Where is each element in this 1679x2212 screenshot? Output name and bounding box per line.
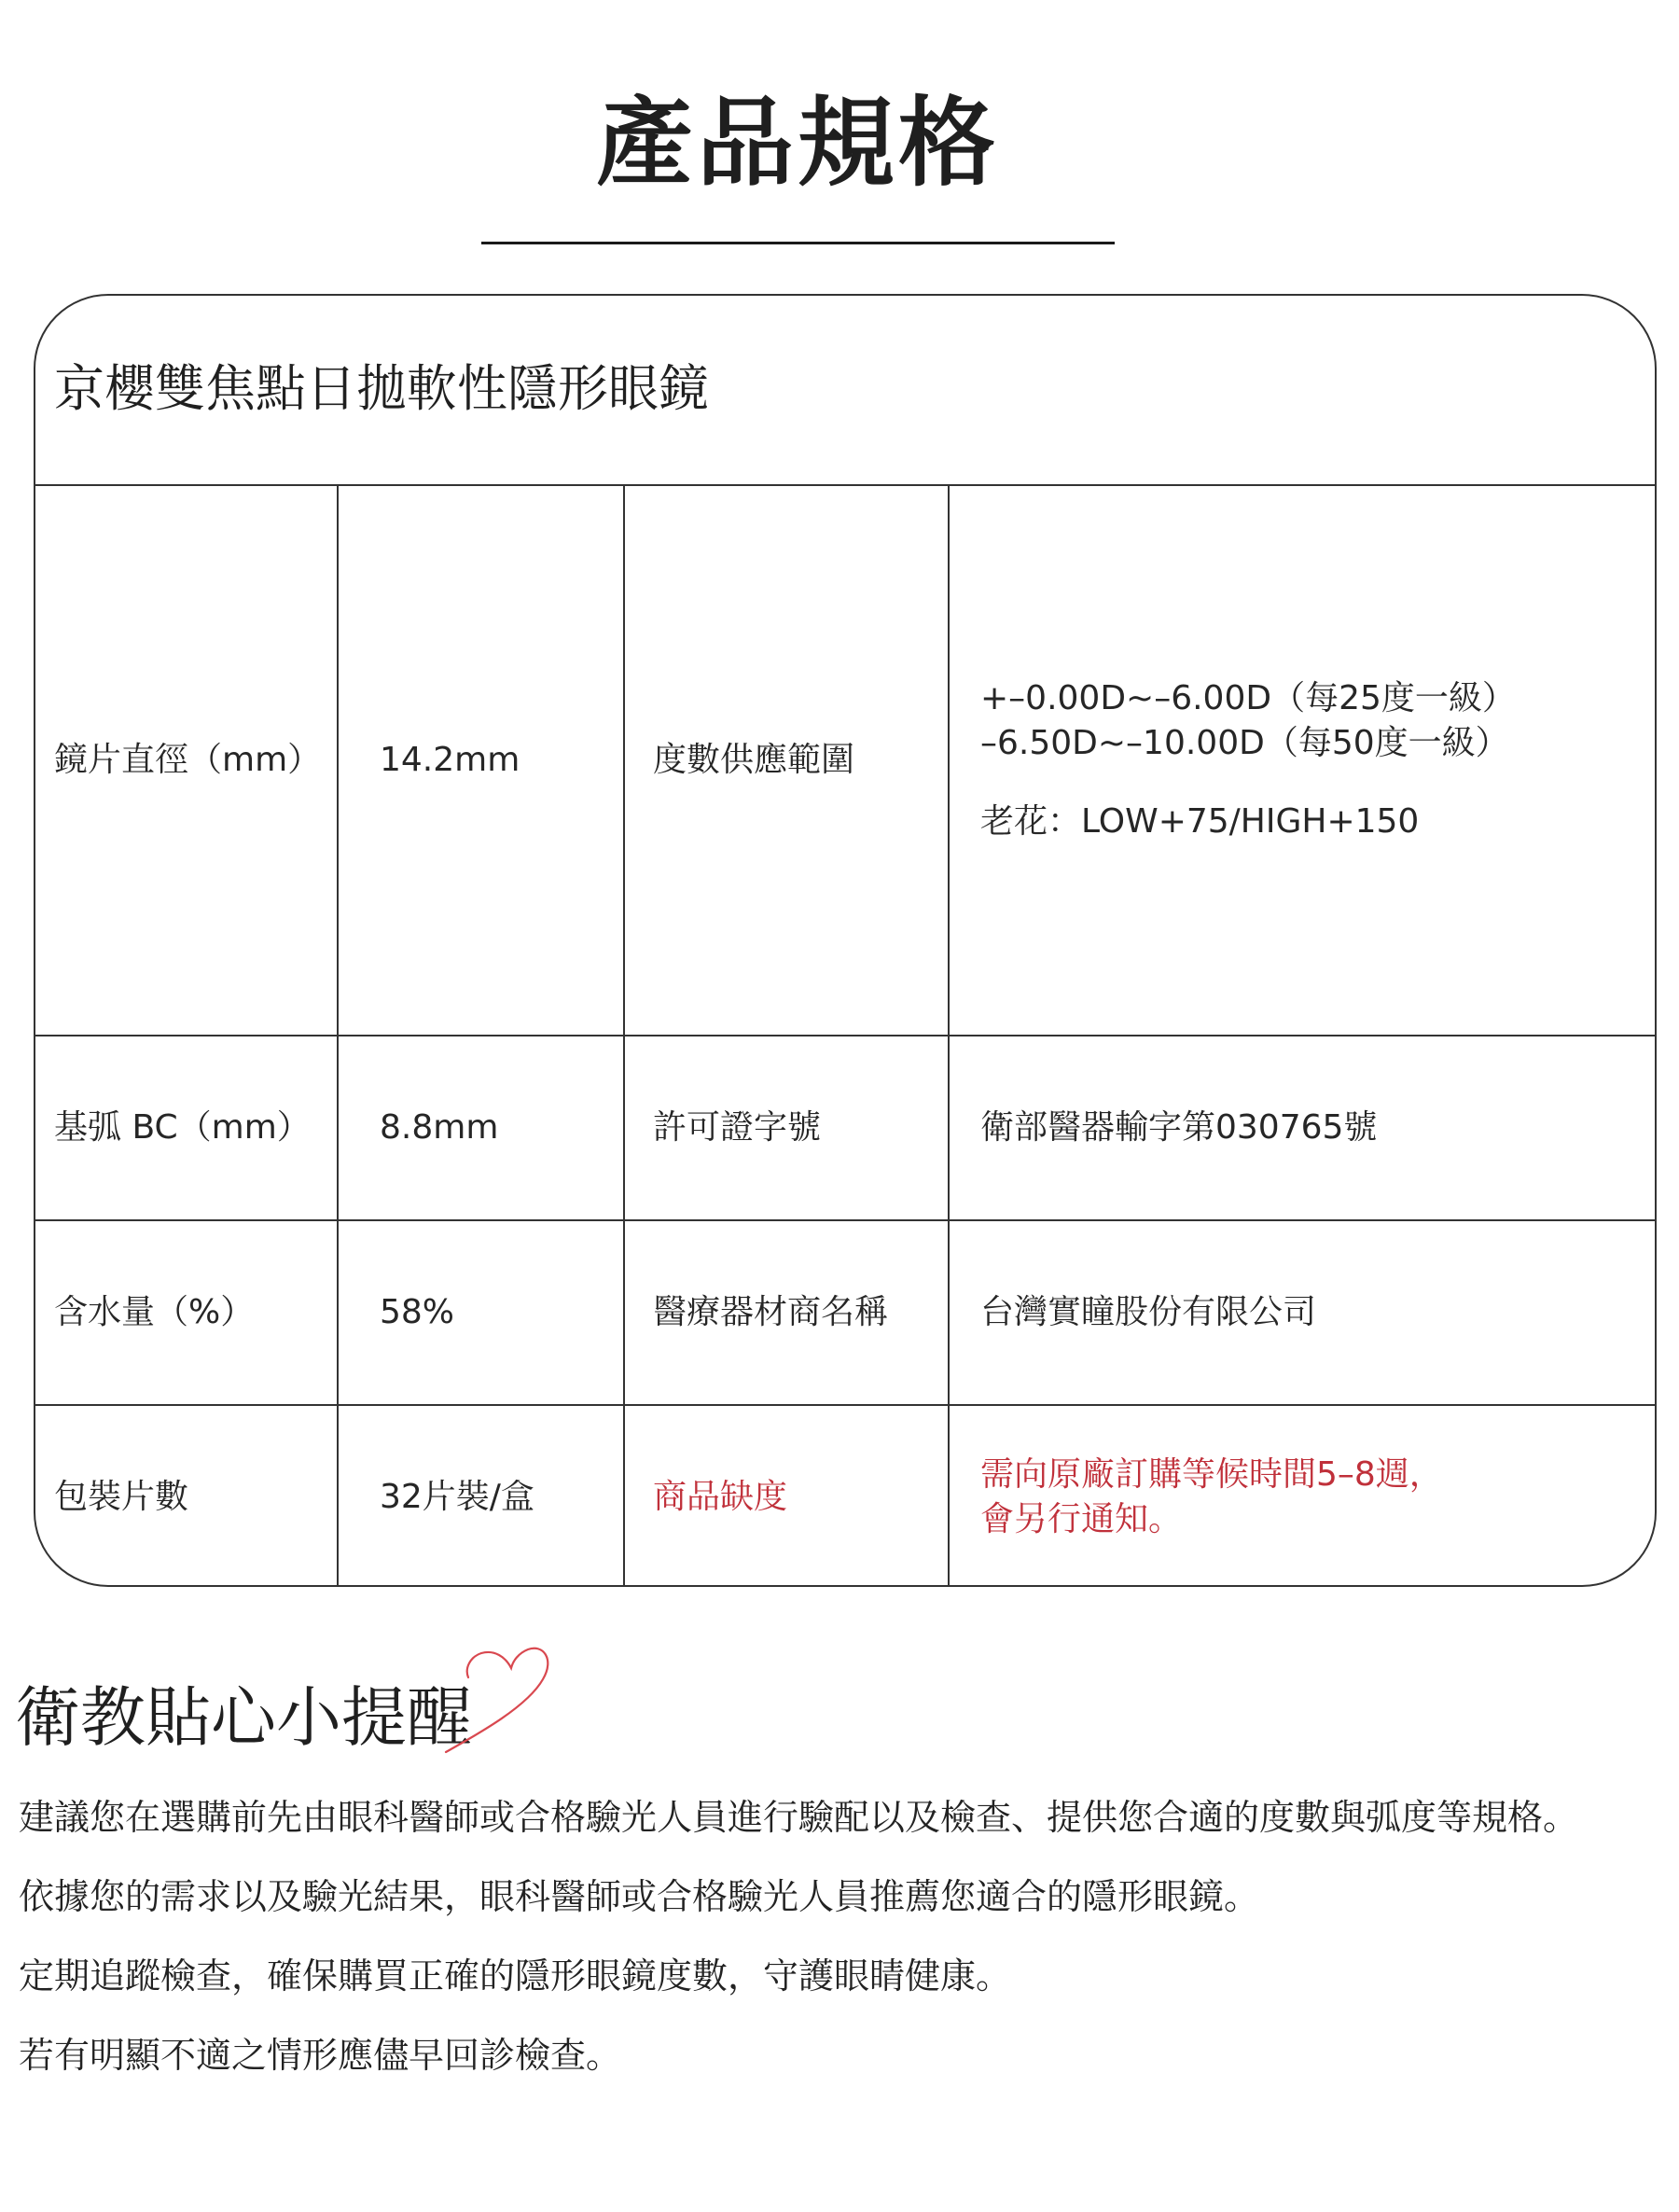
spec-value-water-content: 58%: [338, 1220, 624, 1405]
spec-value-pack-count: 32片裝/盒: [338, 1405, 624, 1587]
spec-value-power-range: [949, 486, 1657, 1036]
spec-value-vendor-name: 台灣實瞳股份有限公司: [949, 1220, 1657, 1405]
spec-value-lens-diameter: 14.2mm: [338, 486, 624, 1036]
table-row: [35, 486, 1657, 1036]
reminder-title: 衛教貼心小提醒: [15, 1679, 472, 1756]
spec-label-water-content: 含水量（%）: [35, 1220, 338, 1405]
power-range-line: –6.50D~–10.00D（每50度一級）: [980, 724, 1509, 762]
spec-value-base-curve: 8.8mm: [338, 1036, 624, 1220]
spec-label-out-of-stock: 商品缺度: [624, 1405, 949, 1587]
reminder-item: 建議您在選購前先由眼科醫師或合格驗光人員進行驗配以及檢查、提供您合適的度數與弧度等規格。: [19, 1797, 1579, 1838]
product-name: 京櫻雙焦點日拋軟性隱形眼鏡: [54, 359, 709, 418]
page-title: 產品規格: [595, 86, 999, 200]
spec-value-license-no: 衛部醫器輸字第030765號: [949, 1036, 1657, 1220]
reminder-item: 若有明顯不適之情形應儘早回診檢查。: [19, 2035, 622, 2076]
reminder-item: 定期追蹤檢查，確保購買正確的隱形眼鏡度數，守護眼睛健康。: [19, 1955, 1012, 1996]
spec-label-pack-count: 包裝片數: [35, 1405, 338, 1587]
spec-label-base-curve: 基弧 BC（mm）: [35, 1036, 338, 1220]
power-range-line: +–0.00D~–6.00D（每25度一級）: [980, 679, 1516, 717]
out-of-stock-line: 需向原廠訂購等候時間5–8週，: [980, 1455, 1443, 1494]
spec-table: [35, 486, 1657, 1587]
table-row: [35, 1036, 1657, 1220]
title-divider: [481, 242, 1115, 244]
spec-label-license-no: 許可證字號: [624, 1036, 949, 1220]
out-of-stock-line: 會另行通知。: [980, 1500, 1183, 1538]
spec-header: [35, 296, 1655, 486]
table-row: [35, 1220, 1657, 1405]
presbyopia-range: 老花：LOW+75/HIGH+150: [980, 802, 1420, 841]
spec-label-vendor-name: 醫療器材商名稱: [624, 1220, 949, 1405]
spec-card: [34, 294, 1657, 1587]
spec-label-lens-diameter: 鏡片直徑（mm）: [35, 486, 338, 1036]
spec-label-power-range: 度數供應範圍: [624, 486, 949, 1036]
table-row: [35, 1405, 1657, 1587]
heart-outline-icon: [438, 1642, 569, 1763]
reminder-item: 依據您的需求以及驗光結果，眼科醫師或合格驗光人員推薦您適合的隱形眼鏡。: [19, 1876, 1260, 1917]
reminder-list: [19, 1793, 1578, 2110]
spec-value-out-of-stock-note: [949, 1405, 1657, 1587]
